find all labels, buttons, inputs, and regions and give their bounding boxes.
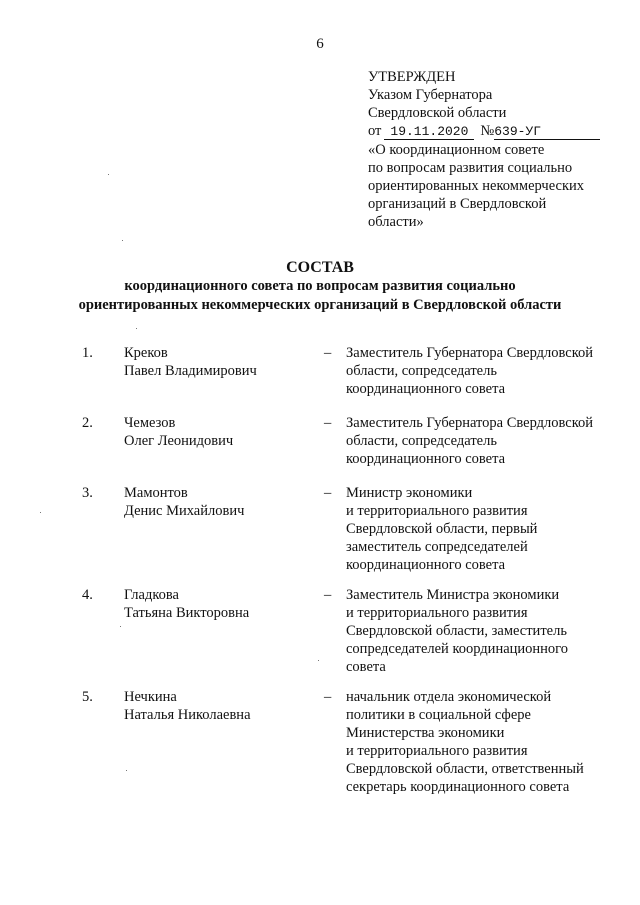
member-role-line: Заместитель Губернатора Свердловской — [346, 345, 594, 361]
scan-speck — [122, 240, 123, 241]
member-role-line: начальник отдела экономической — [346, 689, 552, 705]
member-role-line: области, сопредседатель — [346, 433, 497, 449]
member-role-line: координационного совета — [346, 381, 506, 397]
member-role-line: координационного совета — [346, 451, 506, 467]
heading-title: СОСТАВ — [286, 259, 354, 276]
member-role-line: и территориального развития — [346, 503, 528, 519]
scan-speck — [136, 328, 137, 329]
member-role — [346, 688, 614, 796]
member-role-line: сопредседателей координационного — [346, 641, 569, 657]
member-dash: – — [324, 345, 332, 361]
member-number: 2. — [82, 415, 93, 431]
member-dash: – — [324, 415, 332, 431]
approval-date-line — [368, 122, 618, 140]
decree-number: 639-УГ — [494, 124, 600, 140]
member-role-line: заместитель сопредседателей — [346, 539, 528, 555]
scan-speck — [318, 660, 319, 661]
heading-subtitle-line-1: координационного совета по вопросам развития социально — [124, 278, 516, 294]
decree-title-line: «О координационном совете — [368, 142, 545, 158]
member-given-names: Татьяна Викторовна — [124, 605, 250, 621]
member-number: 1. — [82, 345, 93, 361]
approval-title: УТВЕРЖДЕН — [368, 69, 456, 85]
member-role-line: Заместитель Министра экономики — [346, 587, 560, 603]
member-given-names: Павел Владимирович — [124, 363, 257, 379]
decree-title — [368, 141, 618, 231]
member-given-names: Олег Леонидович — [124, 433, 234, 449]
member-name — [124, 414, 304, 450]
member-number: 4. — [82, 587, 93, 603]
decree-title-line: области» — [368, 214, 424, 230]
member-surname: Чемезов — [124, 415, 176, 431]
approval-line-1: Указом Губернатора — [368, 87, 493, 103]
scan-speck — [120, 626, 121, 627]
member-given-names: Денис Михайлович — [124, 503, 245, 519]
member-role-line: и территориального развития — [346, 605, 528, 621]
member-role-line: совета — [346, 659, 386, 675]
member-role-line: Свердловской области, ответственный — [346, 761, 584, 777]
date-prefix: от — [368, 123, 382, 139]
member-role — [346, 414, 614, 468]
member-dash: – — [324, 485, 332, 501]
member-surname: Креков — [124, 345, 168, 361]
heading-subtitle-line-2: ориентированных некоммерческих организаций в Свердловской области — [78, 297, 562, 313]
member-role-line: Свердловской области, первый — [346, 521, 538, 537]
decree-date: 19.11.2020 — [384, 124, 474, 140]
member-surname: Нечкина — [124, 689, 177, 705]
member-surname: Мамонтов — [124, 485, 188, 501]
member-number: 3. — [82, 485, 93, 501]
member-name — [124, 344, 304, 380]
member-role — [346, 484, 614, 574]
member-role-line: секретарь координационного совета — [346, 779, 570, 795]
document-heading — [0, 258, 640, 315]
decree-title-line: организаций в Свердловской — [368, 196, 547, 212]
member-dash: – — [324, 587, 332, 603]
member-number: 5. — [82, 689, 93, 705]
member-role-line: Свердловской области, заместитель — [346, 623, 567, 639]
decree-title-line: ориентированных некоммерческих — [368, 178, 585, 194]
member-role — [346, 344, 614, 398]
page-number: 6 — [316, 36, 324, 52]
member-role-line: Министерства экономики — [346, 725, 505, 741]
decree-title-line: по вопросам развития социально — [368, 160, 573, 176]
member-role — [346, 586, 614, 676]
member-name — [124, 484, 304, 520]
number-label: № — [480, 123, 495, 139]
member-given-names: Наталья Николаевна — [124, 707, 251, 723]
approval-line-2: Свердловской области — [368, 105, 507, 121]
member-role-line: политики в социальной сфере — [346, 707, 531, 723]
scan-speck — [40, 512, 41, 513]
member-name — [124, 586, 304, 622]
scan-speck — [126, 770, 127, 771]
member-name — [124, 688, 304, 724]
scan-speck — [108, 174, 109, 175]
member-role-line: Министр экономики — [346, 485, 473, 501]
member-role-line: области, сопредседатель — [346, 363, 497, 379]
member-role-line: координационного совета — [346, 557, 506, 573]
member-role-line: Заместитель Губернатора Свердловской — [346, 415, 594, 431]
member-role-line: и территориального развития — [346, 743, 528, 759]
member-dash: – — [324, 689, 332, 705]
approval-block — [368, 68, 618, 231]
member-surname: Гладкова — [124, 587, 179, 603]
